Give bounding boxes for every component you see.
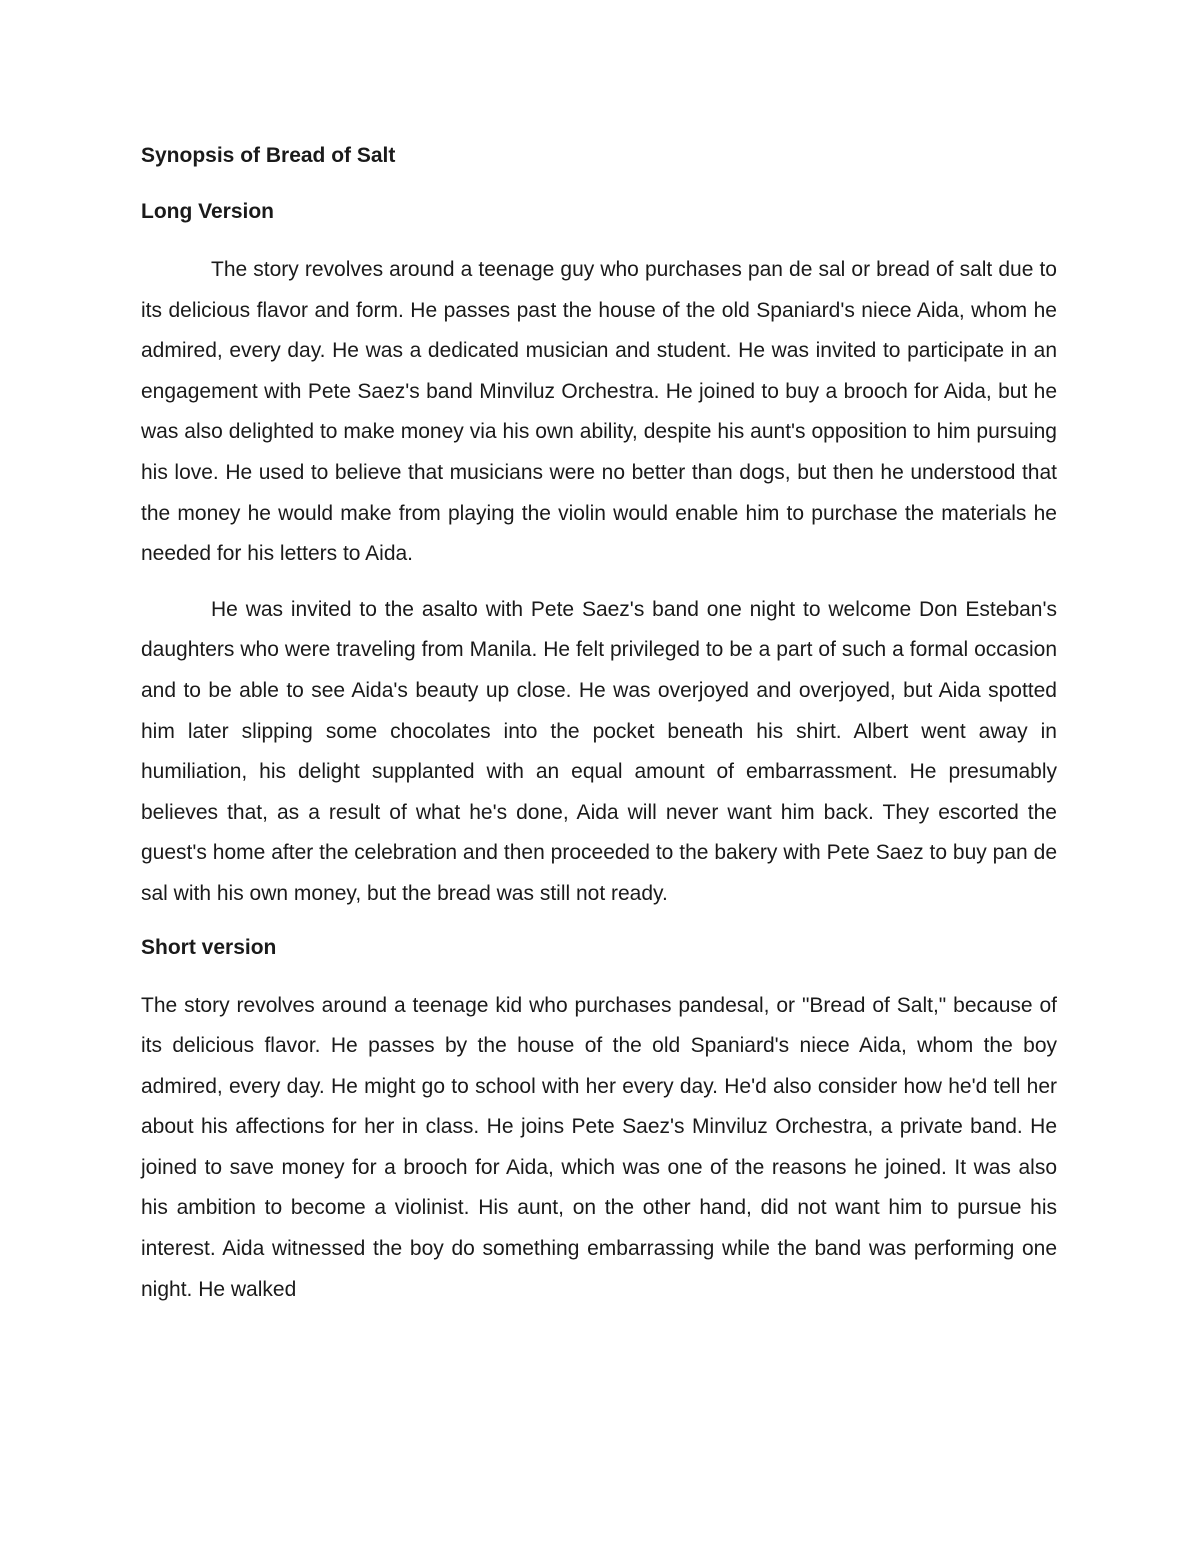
long-version-paragraph-2: He was invited to the asalto with Pete Saez's band one night to welcome Don Esteban's daughters who were traveling from Manila. He felt privileged to be a part of such a formal occasion and to be able to see Aida's beauty up close. He was overjoyed and overjoyed, but Aida spotted him later slipping some chocolates into the pocket beneath his shirt. Albert went away in humiliation, his delight supplanted with an equal amount of embarrassment. He presumably believes that, as a result of what he's done, Aida will never want him back. They escorted the guest's home after the celebration and then proceeded to the bakery with Pete Saez to buy pan de sal with his own money, but the bread was still not ready. — [141, 597, 1057, 905]
document-title: Synopsis of Bread of Salt — [141, 144, 396, 167]
long-version-heading: Long Version — [141, 200, 275, 223]
document-page — [141, 138, 1057, 1325]
short-version-paragraph-1: The story revolves around a teenage kid who purchases pandesal, or "Bread of Salt," because of its delicious flavor. He passes by the house of the old Spaniard's niece Aida, whom the boy admired, every day. He might go to school with her every day. He'd also consider how he'd tell her about his affections for her in class. He joins Pete Saez's Minviluz Orchestra, a private band. He joined to save money for a brooch for Aida, which was one of the reasons he joined. It was also his ambition to become a violinist. His aunt, on the other hand, did not want him to pursue his interest. Aida witnessed the boy do something embarrassing while the band was performing one night. He walked — [141, 993, 1057, 1301]
long-version-paragraph-1: The story revolves around a teenage guy who purchases pan de sal or bread of salt due to its delicious flavor and form. He passes past the house of the old Spaniard's niece Aida, whom he admired, every day. He was a dedicated musician and student. He was invited to participate in an engagement with Pete Saez's band Minviluz Orchestra. He joined to buy a brooch for Aida, but he was also delighted to make money via his own ability, despite his aunt's opposition to him pursuing his love. He used to believe that musicians were no better than dogs, but then he understood that the money he would make from playing the violin would enable him to purchase the materials he needed for his letters to Aida. — [141, 258, 1057, 566]
short-version-heading: Short version — [141, 935, 277, 959]
